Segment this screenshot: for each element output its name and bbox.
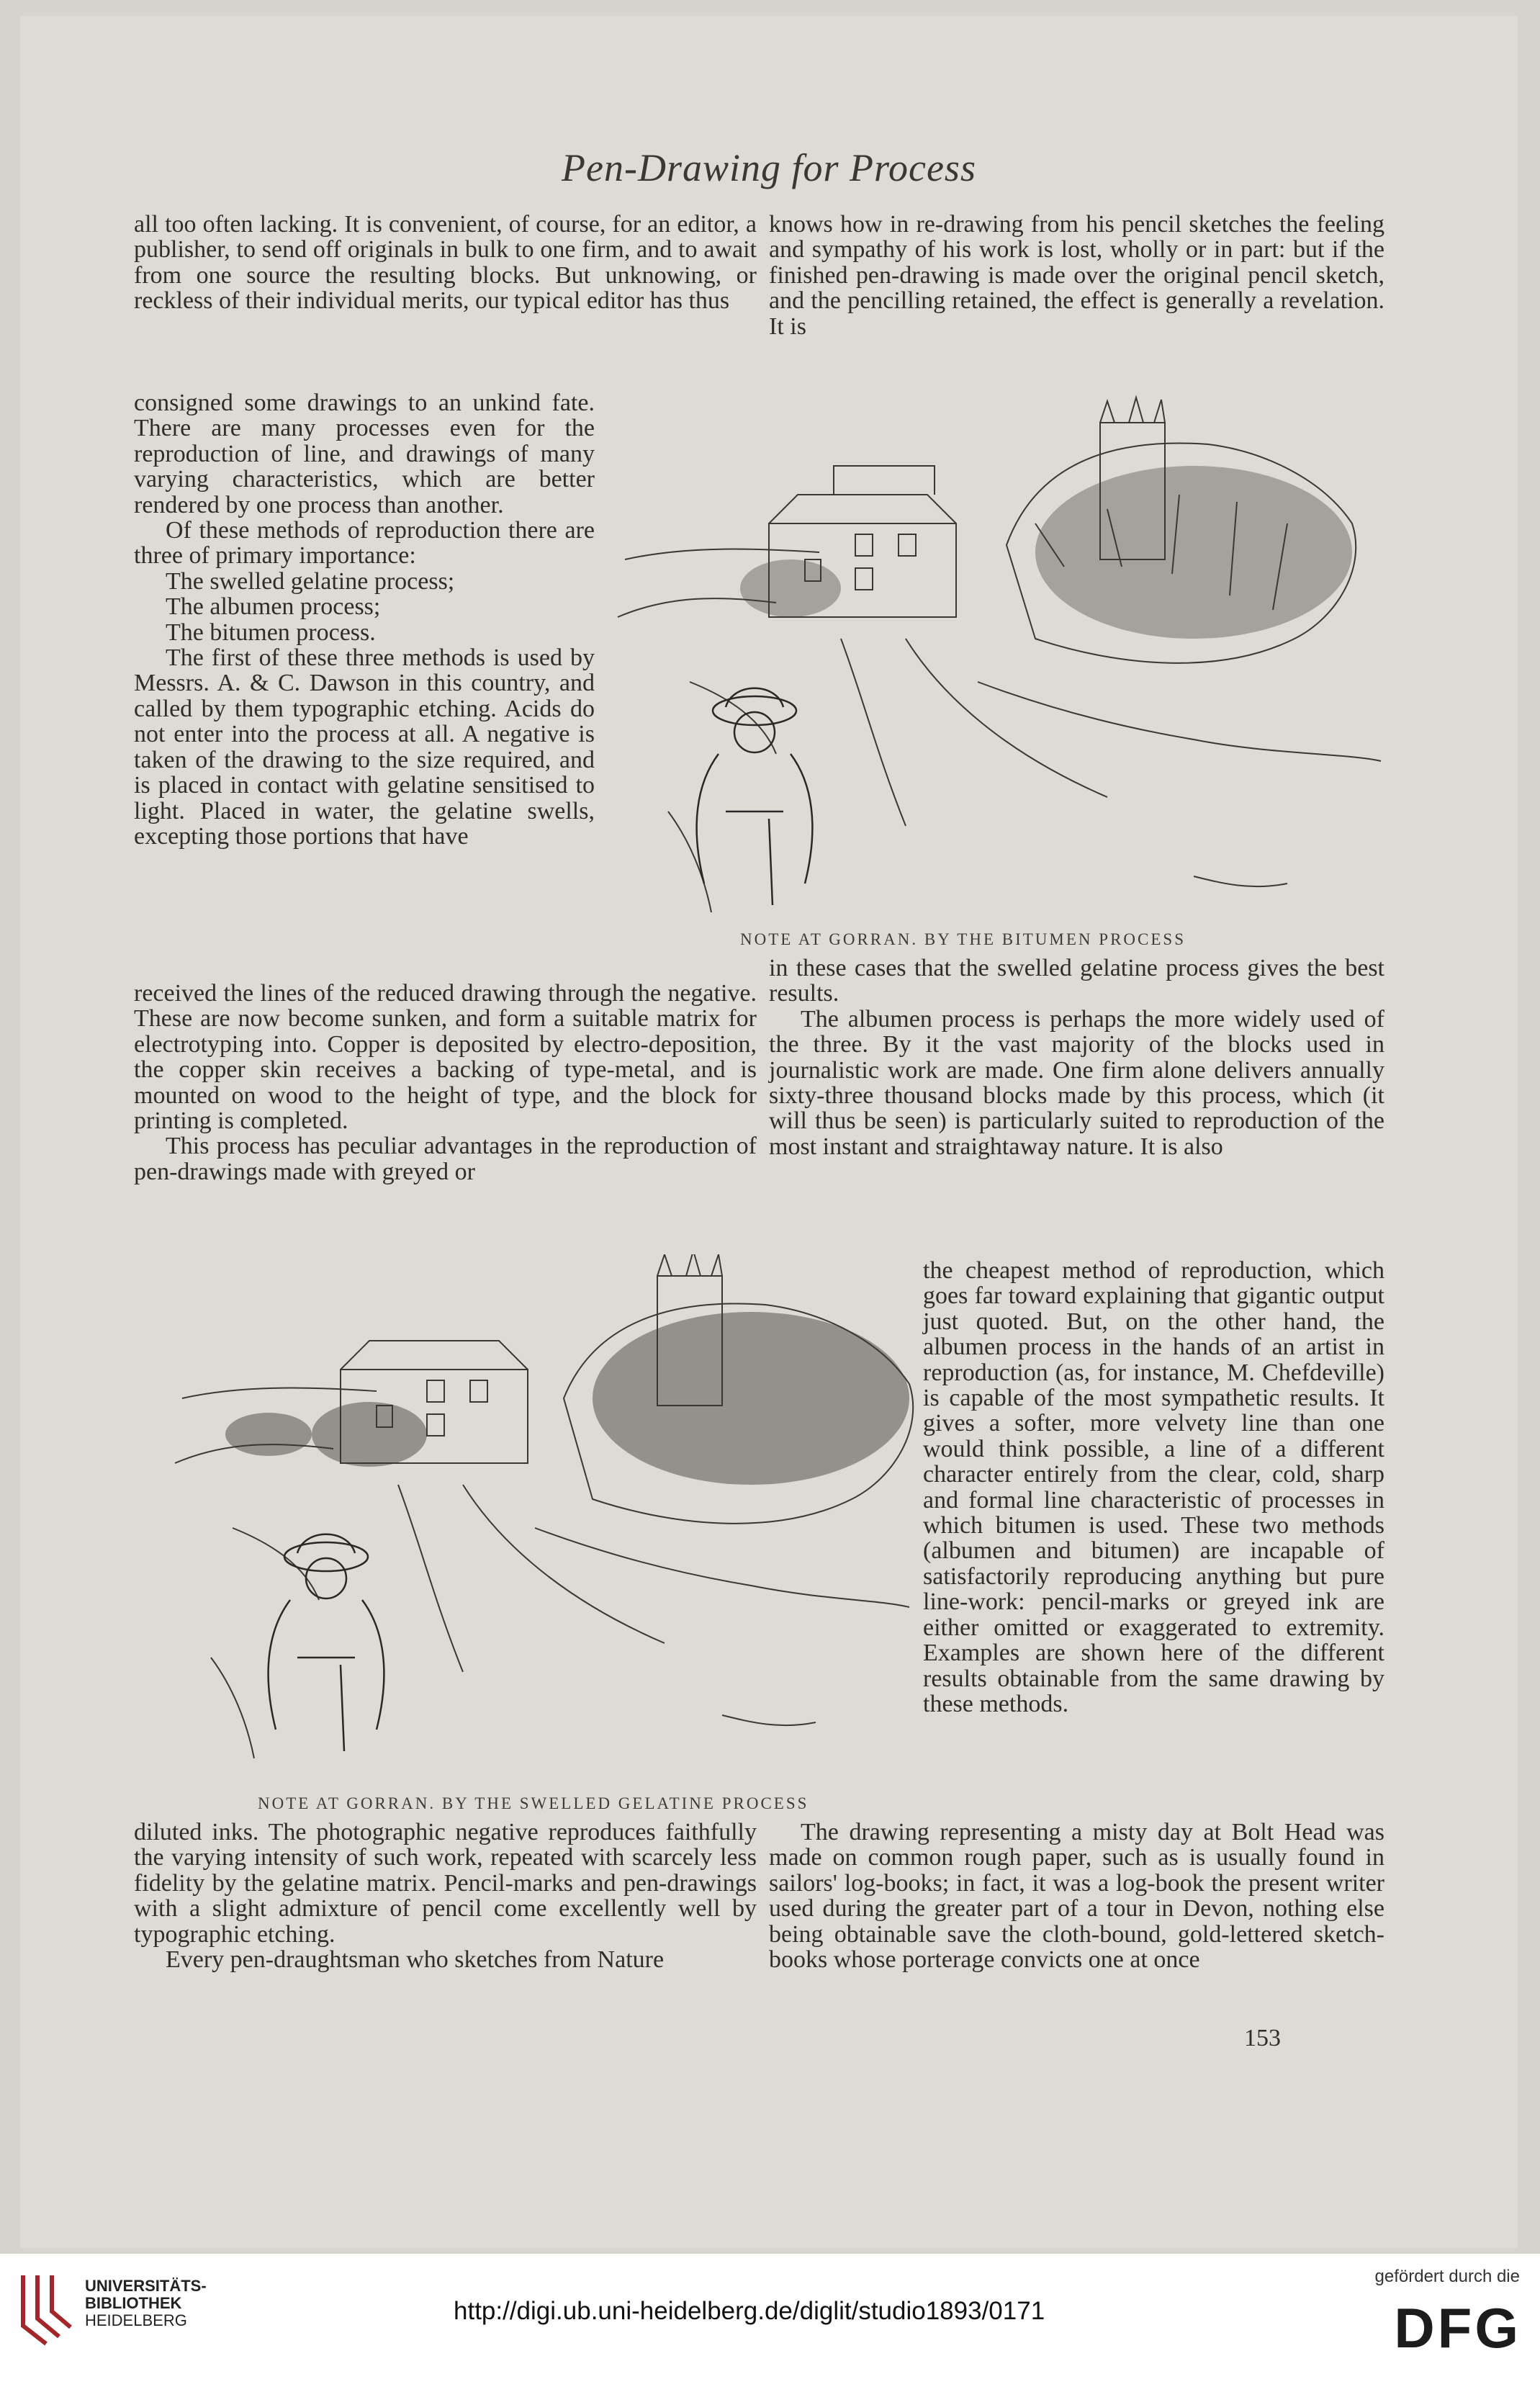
paragraph: Every pen-draughtsman who sketches from Nature (166, 1946, 665, 1974)
sponsor-label: gefördert durch die (1374, 2267, 1520, 2286)
text-column-right-top (769, 212, 1384, 339)
paragraph: all too often lacking. It is convenient, of course, for an editor, a publisher, to send off originals in bulk to one firm, and to await from one source the resulting blocks. But unknowing, or reckless of their individual merits, our typical editor has thus (134, 211, 757, 315)
paragraph: The albumen process is perhaps the more widely used of the three. By it the vast majority of the blocks used in journalistic work are made. One firm alone delivers annually sixty-three thousand blocks made by this process, which (it will thus be seen) is particularly suited to reproduction of the most instant and straightaway nature. It is also (769, 1005, 1384, 1160)
scanned-page (20, 16, 1518, 2248)
running-header: Pen-Drawing for Process (562, 146, 976, 189)
illustration-gelatine (161, 1254, 924, 1773)
text-column-left-bottom (134, 1820, 757, 1972)
paragraph: consigned some drawings to an unkind fate. There are many processes even for the reproduction of line, and drawings of many varying characteristics, which are better rendered by one process than another. (134, 390, 595, 518)
digitization-footer (0, 2254, 1540, 2392)
text-column-left-top (134, 212, 757, 314)
text-column-right-mid (769, 956, 1384, 1159)
illustration-bitumen (603, 379, 1402, 916)
illustration-caption-bottom: NOTE AT GORRAN. BY THE SWELLED GELATINE PROCESS (258, 1794, 809, 1812)
dfg-logo-icon: DFG (1394, 2296, 1521, 2360)
paragraph: in these cases that the swelled gelatine process gives the best results. (769, 955, 1384, 1007)
paragraph: received the lines of the reduced drawing through the negative. These are now become sunken, and form a suitable matrix for electrotyping into. Copper is deposited by electro-deposition, the copper skin receives a backing of type-metal, and is mounted on wood to the height of type, and the block for printing is completed. (134, 980, 757, 1135)
list-item: The albumen process; (166, 593, 381, 621)
text-column-left-narrow (134, 390, 595, 849)
permalink-url[interactable]: http://digi.ub.uni-heidelberg.de/diglit/studio1893/0171 (454, 2297, 1045, 2325)
paragraph: The first of these three methods is used by Messrs. A. & C. Dawson in this country, and called by them typographic etching. Acids do not enter into the process at all. A negative is taken of the drawing to the size required, and is placed in contact with gelatine sensitised to light. Placed in water, the gelatine swells, excepting those portions that have (134, 644, 595, 850)
illustration-caption-top: NOTE AT GORRAN. BY THE BITUMEN PROCESS (740, 930, 1186, 948)
paragraph: The drawing representing a misty day at Bolt Head was made on common rough paper, such as is usually found in sailors' log-books; in fact, it was a log-book the present writer used during the greater part of a tour in Devon, nothing else being obtainable save the cloth-bound, gold-lettered sketch-books whose porterage convicts one at once (769, 1819, 1384, 1974)
list-item: The bitumen process. (166, 619, 376, 646)
paragraph: This process has peculiar advantages in the reproduction of pen-drawings made with greyed or (134, 1133, 757, 1185)
library-name: UNIVERSITÄTS- BIBLIOTHEK HEIDELBERG (85, 2277, 207, 2329)
text-column-left-mid (134, 981, 757, 1184)
paragraph: the cheapest method of reproduction, which goes far toward explaining that gigantic output just quoted. But, on the other hand, the albumen process in the hands of an artist in reproduction (as, for instance, M. Chefdeville) is capable of the most sympathetic results. It gives a softer, more velvety line than one would think possible, a line of a different character entirely from the clear, cold, sharp and formal line characteristic of processes in which bitumen is used. These two methods (albumen and bitumen) are incapable of satisfactorily reproducing anything but pure line-work: pencil-marks or greyed ink are either omitted or exaggerated to extremity. Examples are shown here of the different results obtainable from the same drawing by these methods. (923, 1257, 1384, 1717)
page-number: 153 (1244, 2025, 1281, 2051)
paragraph: diluted inks. The photographic negative reproduces faithfully the varying intensity of such work, repeated with scarcely less fidelity by the gelatine matrix. Pencil-marks and pen-drawings with a slight admixture of pencil come excellently well by typographic etching. (134, 1819, 757, 1948)
paragraph: Of these methods of reproduction there are three of primary importance: (134, 517, 595, 570)
ub-heidelberg-logo-icon (16, 2268, 76, 2347)
list-item: The swelled gelatine process; (166, 567, 455, 595)
text-column-right-narrow (923, 1258, 1384, 1717)
text-column-right-bottom (769, 1820, 1384, 1972)
paragraph: knows how in re-drawing from his pencil sketches the feeling and sympathy of his work is lost, wholly or in part: but if the finished pen-drawing is made over the original pencil sketch, and the pencilling retained, the effect is generally a revelation. It is (769, 211, 1384, 340)
